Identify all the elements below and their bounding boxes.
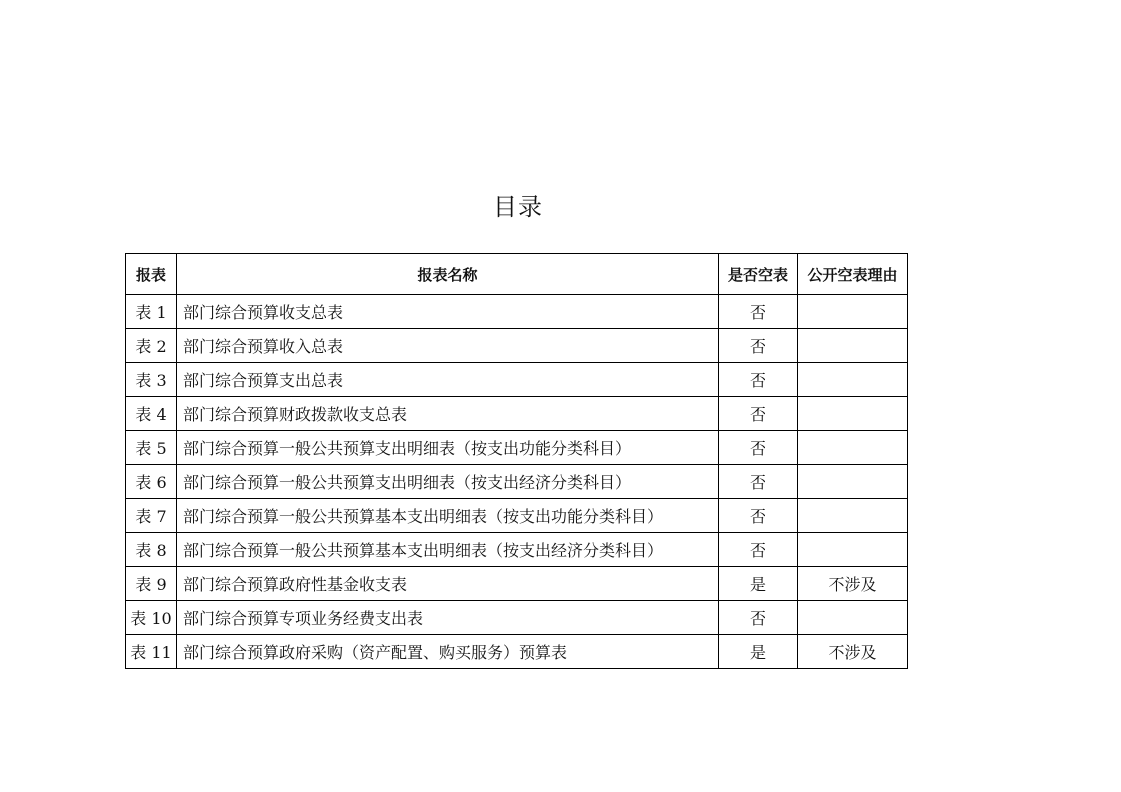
report-number: 表 9 — [126, 567, 177, 601]
empty-reason-value — [798, 397, 908, 431]
empty-reason-value — [798, 499, 908, 533]
table-row — [126, 465, 908, 499]
is-empty-value: 否 — [719, 397, 798, 431]
report-number: 表 5 — [126, 431, 177, 465]
table-row — [126, 431, 908, 465]
table-row — [126, 499, 908, 533]
header-report-number: 报表 — [126, 254, 177, 295]
report-number: 表 1 — [126, 295, 177, 329]
empty-reason-value — [798, 329, 908, 363]
report-number: 表 3 — [126, 363, 177, 397]
report-name: 部门综合预算一般公共预算基本支出明细表（按支出经济分类科目） — [177, 533, 719, 567]
table-row — [126, 295, 908, 329]
table-row — [126, 533, 908, 567]
is-empty-value: 否 — [719, 329, 798, 363]
report-name: 部门综合预算一般公共预算支出明细表（按支出功能分类科目） — [177, 431, 719, 465]
report-name: 部门综合预算政府性基金收支表 — [177, 567, 719, 601]
report-number: 表 10 — [126, 601, 177, 635]
report-name: 部门综合预算专项业务经费支出表 — [177, 601, 719, 635]
header-is-empty: 是否空表 — [719, 254, 798, 295]
report-name: 部门综合预算一般公共预算支出明细表（按支出经济分类科目） — [177, 465, 719, 499]
is-empty-value: 是 — [719, 635, 798, 669]
report-name: 部门综合预算政府采购（资产配置、购买服务）预算表 — [177, 635, 719, 669]
is-empty-value: 否 — [719, 601, 798, 635]
page-title: 目录 — [493, 193, 543, 221]
report-number: 表 6 — [126, 465, 177, 499]
empty-reason-value — [798, 431, 908, 465]
report-name: 部门综合预算支出总表 — [177, 363, 719, 397]
is-empty-value: 否 — [719, 295, 798, 329]
report-name: 部门综合预算收入总表 — [177, 329, 719, 363]
report-number: 表 2 — [126, 329, 177, 363]
report-name: 部门综合预算收支总表 — [177, 295, 719, 329]
is-empty-value: 否 — [719, 431, 798, 465]
header-empty-reason: 公开空表理由 — [798, 254, 908, 295]
table-header-row — [126, 254, 908, 295]
header-report-name: 报表名称 — [177, 254, 719, 295]
report-number: 表 4 — [126, 397, 177, 431]
is-empty-value: 否 — [719, 533, 798, 567]
table-row — [126, 567, 908, 601]
report-number: 表 8 — [126, 533, 177, 567]
table-row — [126, 397, 908, 431]
report-name: 部门综合预算财政拨款收支总表 — [177, 397, 719, 431]
table-row — [126, 635, 908, 669]
empty-reason-value — [798, 601, 908, 635]
empty-reason-value — [798, 363, 908, 397]
is-empty-value: 是 — [719, 567, 798, 601]
report-table — [125, 253, 908, 669]
empty-reason-value — [798, 533, 908, 567]
is-empty-value: 否 — [719, 465, 798, 499]
report-number: 表 11 — [126, 635, 177, 669]
table-row — [126, 329, 908, 363]
empty-reason-value: 不涉及 — [798, 635, 908, 669]
report-name: 部门综合预算一般公共预算基本支出明细表（按支出功能分类科目） — [177, 499, 719, 533]
report-number: 表 7 — [126, 499, 177, 533]
empty-reason-value — [798, 295, 908, 329]
is-empty-value: 否 — [719, 363, 798, 397]
table-row — [126, 601, 908, 635]
empty-reason-value: 不涉及 — [798, 567, 908, 601]
empty-reason-value — [798, 465, 908, 499]
is-empty-value: 否 — [719, 499, 798, 533]
table-row — [126, 363, 908, 397]
